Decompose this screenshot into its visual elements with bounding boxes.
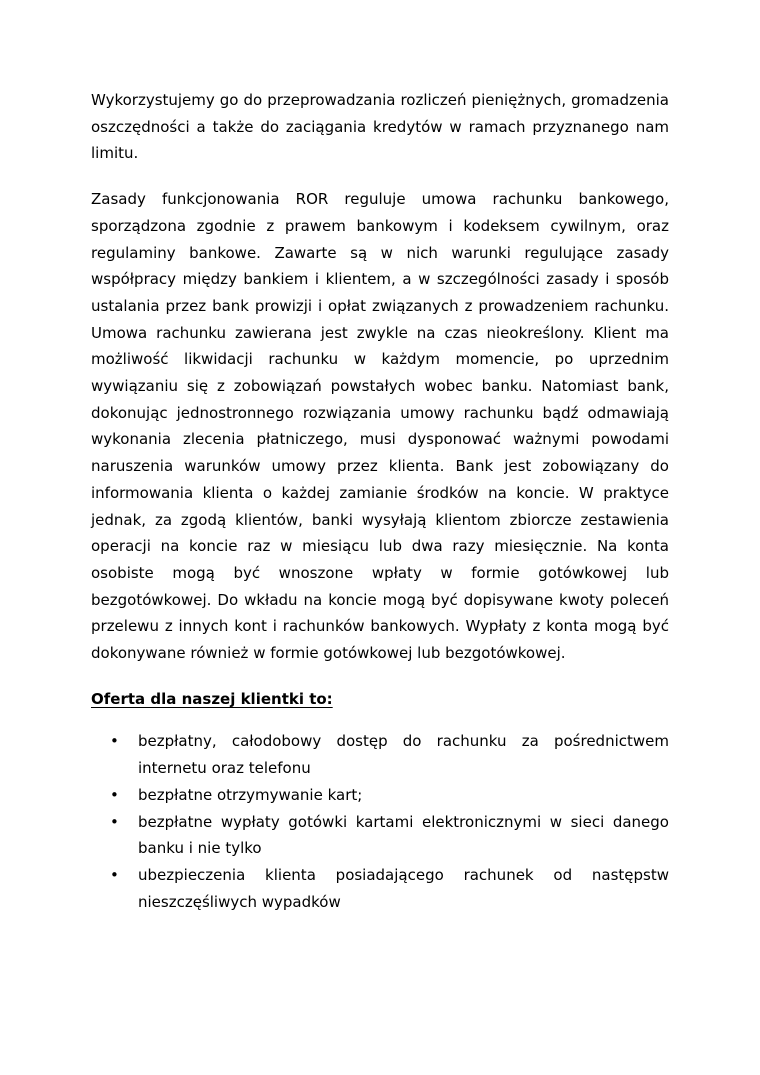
list-item (91, 862, 669, 915)
bullet-icon: • (110, 865, 119, 884)
list-item (91, 728, 669, 781)
offer-list (91, 728, 669, 915)
paragraph-intro: Wykorzystujemy go do przeprowadzania rozliczeń pieniężnych, gromadzenia oszczędności a także do zaciągania kredytów w ramach przyznanego nam limitu. (91, 91, 669, 163)
bullet-icon: • (110, 812, 119, 831)
bullet-icon: • (110, 732, 119, 751)
paragraph-ror-rules: Zasady funkcjonowania ROR reguluje umowa rachunku bankowego, sporządzona zgodnie z prawem bankowym i kodeksem cywilnym, oraz regulaminy bankowe. Zawarte są w nich warunki regulujące zasady współpracy między bankiem i klientem, a w szczególności zasady i sposób ustalania przez bank prowizji i opłat związanych z prowadzeniem rachunku. Umowa rachunku zawierana jest zwykle na czas nieokreślony. Klient ma możliwość likwidacji rachunku w każdym momencie, po uprzednim wywiązaniu się z zobowiązań powstałych wobec banku. Natomiast bank, dokonując jednostronnego rozwiązania umowy rachunku bądź odmawiają wykonania zlecenia płatniczego, musi dysponować ważnymi powodami naruszenia warunków umowy przez klienta. Bank jest zobowiązany do informowania klienta o każdej zamianie środków na koncie. W praktyce jednak, za zgodą klientów, banki wysyłają klientom zbiorcze zestawienia operacji na koncie raz w miesiącu lub dwa razy miesięcznie. Na konta osobiste mogą być wnoszone wpłaty w formie gotówkowej lub bezgotówkowej. Do wkładu na koncie mogą być dopisywane kwoty poleceń przelewu z innych kont i rachunków bankowych. Wypłaty z konta mogą być dokonywane również w formie gotówkowej lub bezgotówkowej. (91, 190, 669, 663)
offer-heading: Oferta dla naszej klientki to: (91, 689, 333, 708)
list-item-text: bezpłatny, całodobowy dostęp do rachunku za pośrednictwem internetu oraz telefonu (138, 732, 669, 778)
document-page (91, 87, 669, 915)
list-item-text: bezpłatne wypłaty gotówki kartami elektronicznymi w sieci danego banku i nie tylko (138, 812, 669, 858)
list-item-text: bezpłatne otrzymywanie kart; (138, 785, 363, 804)
bullet-icon: • (110, 785, 119, 804)
list-item (91, 782, 669, 809)
list-item (91, 809, 669, 862)
list-item-text: ubezpieczenia klienta posiadającego rachunek od następstw nieszczęśliwych wypadków (138, 865, 669, 911)
